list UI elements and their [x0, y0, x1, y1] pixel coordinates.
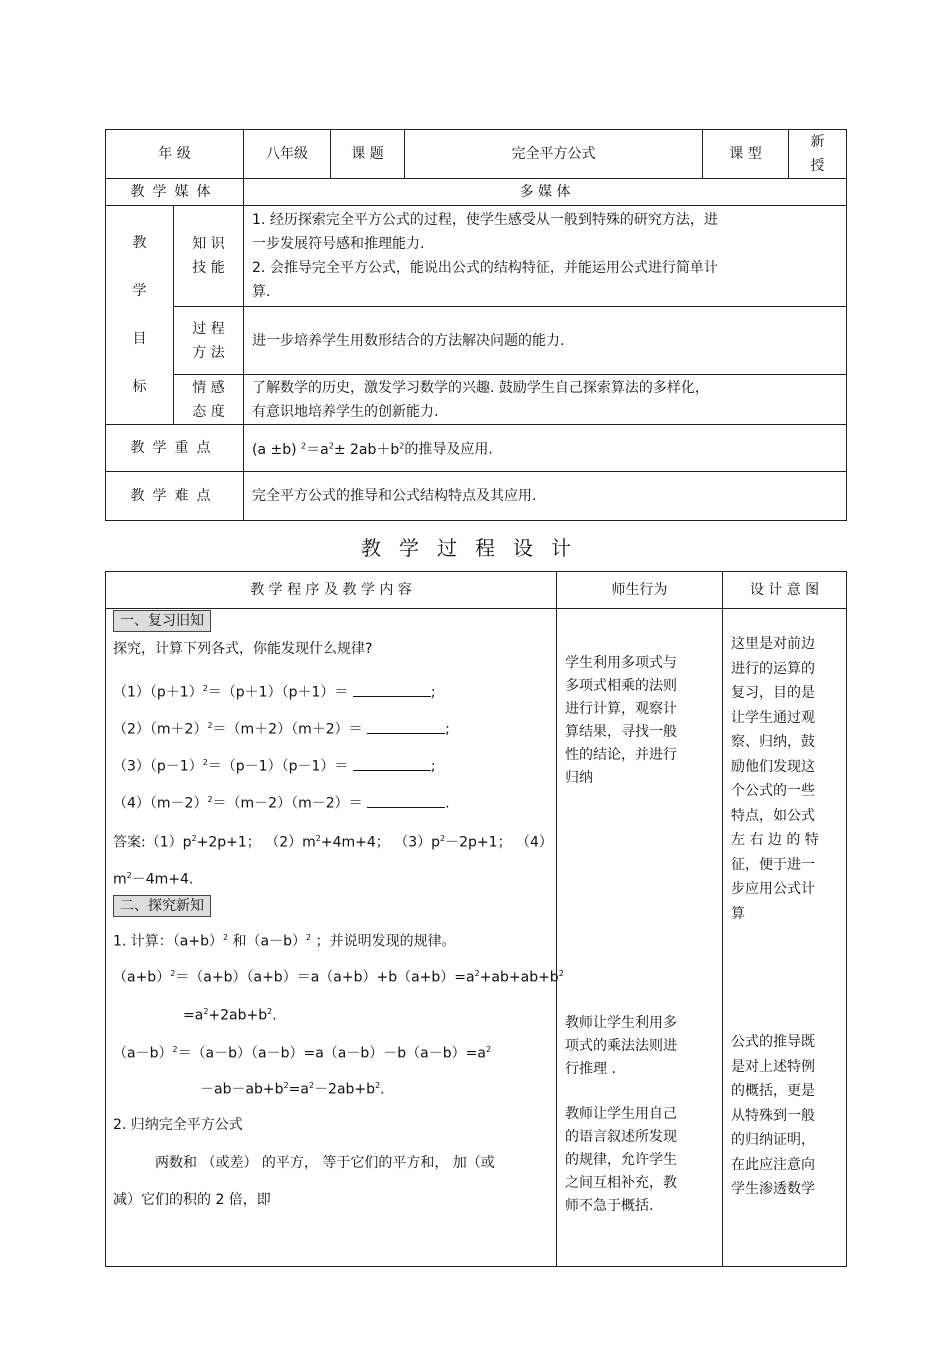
- process-text: 进一步培养学生用数形结合的方法解决问题的能力.: [244, 307, 847, 375]
- grade-label: 年 级: [106, 130, 244, 179]
- answer-blank[interactable]: [353, 682, 431, 697]
- calc-suffix: ；并说明发现的规律。: [315, 933, 456, 950]
- review-section-label: [113, 610, 211, 632]
- derivation-sum-2: $=a^2+2ab+b^2$.: [183, 1007, 277, 1024]
- topic-label: 课 题: [331, 130, 405, 179]
- behavior-line: 之间互相补充，教: [565, 1175, 677, 1191]
- goals-label-char: 标: [132, 379, 147, 395]
- key-point-suffix: 的推导及应用.: [404, 441, 493, 458]
- goals-label-char: 教: [132, 235, 147, 251]
- answers-line-1: 答案$:(1)p^2+2p+1$； $(2)m^2+4m+4$； $(3)p^2-2p+1$； （4）: [113, 834, 553, 851]
- intent-line: 在此应注意向: [731, 1156, 815, 1173]
- type-value-line-1: 新: [810, 134, 825, 150]
- knowledge-line: 算.: [252, 284, 271, 300]
- derivation-diff-2: $-ab-ab+b^2=a^2-2ab+b^2$.: [200, 1081, 385, 1098]
- calc-intro: 1. 计算：: [113, 933, 173, 950]
- behavior-line: 教师让学生用自己: [565, 1106, 677, 1122]
- behavior-line: 学生利用多项式与: [565, 655, 677, 671]
- knowledge-line: 2. 会推导完全平方公式，能说出公式的结构特征，并能运用公式进行简单计: [252, 260, 718, 276]
- behavior-line: 教师让学生利用多: [565, 1015, 677, 1031]
- behavior-text-2: [565, 1012, 720, 1081]
- behavior-line: 的规律，允许学生: [565, 1152, 677, 1168]
- summary-line-2: 减）它们的积的 2 倍，即: [113, 1192, 271, 1208]
- exercise-1: $(1)(p+1)^2=(p+1)(p+1)=$ ;: [113, 678, 553, 704]
- intent-line: 的概括，更是: [731, 1083, 815, 1099]
- intent-line: 个公式的一些: [731, 783, 815, 799]
- answer-blank[interactable]: [367, 719, 445, 734]
- behavior-line: 项式的乘法法则进: [565, 1038, 677, 1054]
- intent-line: 学生渗透数学: [731, 1181, 815, 1197]
- intent-line: 的归纳证明，: [731, 1132, 815, 1148]
- col-header-behavior: 师生行为: [557, 572, 723, 609]
- behavior-line: 性的结论，并进行: [565, 747, 677, 763]
- behavior-line: 归纳: [565, 770, 593, 786]
- goals-label-char: 学: [132, 283, 147, 299]
- exercise-4: $(4)(m-2)^2=(m-2)(m-2)=$ .: [113, 789, 553, 815]
- answer-blank[interactable]: [367, 793, 445, 808]
- intent-line: 察、归纳，鼓: [731, 734, 815, 750]
- intent-line: 算: [731, 905, 745, 922]
- knowledge-label-2: 技 能: [192, 260, 225, 276]
- intent-text-2: [731, 1030, 843, 1202]
- knowledge-label-1: 知 识: [192, 236, 225, 252]
- type-label: 课 型: [703, 130, 789, 179]
- derivation-sum-1: $(a+b)^2=(a+b)(a+b)=a(a+b)+b(a+b)=a^2+ab+ab+b^2$: [113, 969, 564, 986]
- difficulty-label: 教学难点: [106, 472, 244, 521]
- intent-line: 征，便于进一: [731, 856, 815, 873]
- goals-label: [106, 206, 174, 425]
- summary-title: 2. 归纳完全平方公式: [113, 1117, 243, 1133]
- behavior-line: 多项式相乘的法则: [565, 678, 677, 694]
- answers-line-2: $m^2-4m+4$.: [113, 871, 194, 888]
- knowledge-text: [244, 206, 847, 307]
- process-label-1: 过 程: [192, 320, 225, 337]
- key-point-text: [244, 425, 847, 472]
- media-value: 多 媒 体: [244, 179, 847, 206]
- knowledge-label: [174, 206, 244, 307]
- col-header-content: 教 学 程 序 及 教 学 内 容: [106, 572, 557, 609]
- type-value-line-2: 授: [810, 158, 825, 174]
- type-value: [789, 130, 847, 179]
- intent-line: 从特殊到一般: [731, 1107, 815, 1124]
- intent-line: 进行的运算的: [731, 660, 815, 677]
- behavior-text-3: [565, 1103, 720, 1218]
- new-section-label: [113, 895, 211, 917]
- grade-value: 八年级: [244, 130, 331, 179]
- emotion-line: 有意识地培养学生的创新能力.: [252, 403, 439, 420]
- summary-line-1: 两数和 （或差） 的平方， 等于它们的平方和， 加（或: [155, 1155, 495, 1171]
- lesson-info-table: [105, 129, 847, 521]
- exercise-2: $(2)(m+2)^2=(m+2)(m+2)=$ ;: [113, 715, 553, 741]
- knowledge-line: 1. 经历探索完全平方公式的过程，使学生感受从一般到特殊的研究方法，进: [252, 212, 718, 228]
- calc-task: 1. 计算：$(a+b)^2$ 和$(a-b)^2$ ；并说明发现的规律。: [113, 933, 456, 950]
- intent-line: 步应用公式计: [731, 881, 815, 897]
- intent-line: 左 右 边 的 特: [731, 832, 819, 848]
- behavior-text-1: [565, 652, 720, 790]
- emotion-line: 了解数学的历史，激发学习数学的兴趣. 鼓励学生自己探索算法的多样化，: [252, 379, 709, 396]
- intent-line: 让学生通过观: [731, 709, 815, 726]
- emotion-label: [174, 375, 244, 425]
- answer-blank[interactable]: [353, 756, 431, 771]
- section-title: 教学过程设计: [361, 536, 589, 560]
- intent-line: 是对上述特例: [731, 1058, 815, 1075]
- emotion-label-2: 态 度: [192, 403, 225, 420]
- intent-text-1: [731, 632, 843, 926]
- answer-label: 答案:: [113, 834, 146, 851]
- media-label: 教学媒体: [106, 179, 244, 206]
- emotion-text: [244, 375, 847, 425]
- intent-line: 特点，如公式: [731, 807, 815, 824]
- intent-line: 公式的推导既: [731, 1034, 815, 1050]
- key-point-label: 教学重点: [106, 425, 244, 472]
- process-label: [174, 307, 244, 375]
- behavior-line: 师不急于概括.: [565, 1198, 654, 1214]
- intent-line: 励他们发现这: [731, 758, 815, 775]
- review-label: 一、复习旧知: [113, 610, 211, 632]
- exercise-3: $(3)(p-1)^2=(p-1)(p-1)=$ ;: [113, 752, 553, 778]
- new-label: 二、探究新知: [113, 895, 211, 917]
- knowledge-line: 一步发展符号感和推理能力.: [252, 236, 425, 252]
- process-label-2: 方 法: [192, 344, 225, 361]
- topic-value: 完全平方公式: [405, 130, 703, 179]
- behavior-line: 进行计算，观察计: [565, 701, 677, 717]
- intent-line: 这里是对前边: [731, 636, 815, 652]
- intent-line: 复习，目的是: [731, 685, 815, 701]
- col-header-intent: 设 计 意 图: [723, 572, 847, 609]
- behavior-line: 的语言叙述所发现: [565, 1129, 677, 1145]
- difficulty-text: 完全平方公式的推导和公式结构特点及其应用.: [244, 472, 847, 521]
- behavior-line: 行推理 .: [565, 1061, 616, 1077]
- emotion-label-1: 情 感: [192, 379, 225, 396]
- key-point-formula: (a ±b) $^2=a^2\pm 2ab+b^2$: [252, 441, 405, 458]
- behavior-line: 算结果，寻找一般: [565, 724, 677, 740]
- explore-prompt: 探究，计算下列各式，你能发现什么规律?: [113, 641, 373, 657]
- goals-label-char: 目: [132, 331, 147, 347]
- derivation-diff-1: $(a-b)^2=(a-b)(a-b)=a(a-b)-b(a-b)=a^2$: [113, 1045, 492, 1062]
